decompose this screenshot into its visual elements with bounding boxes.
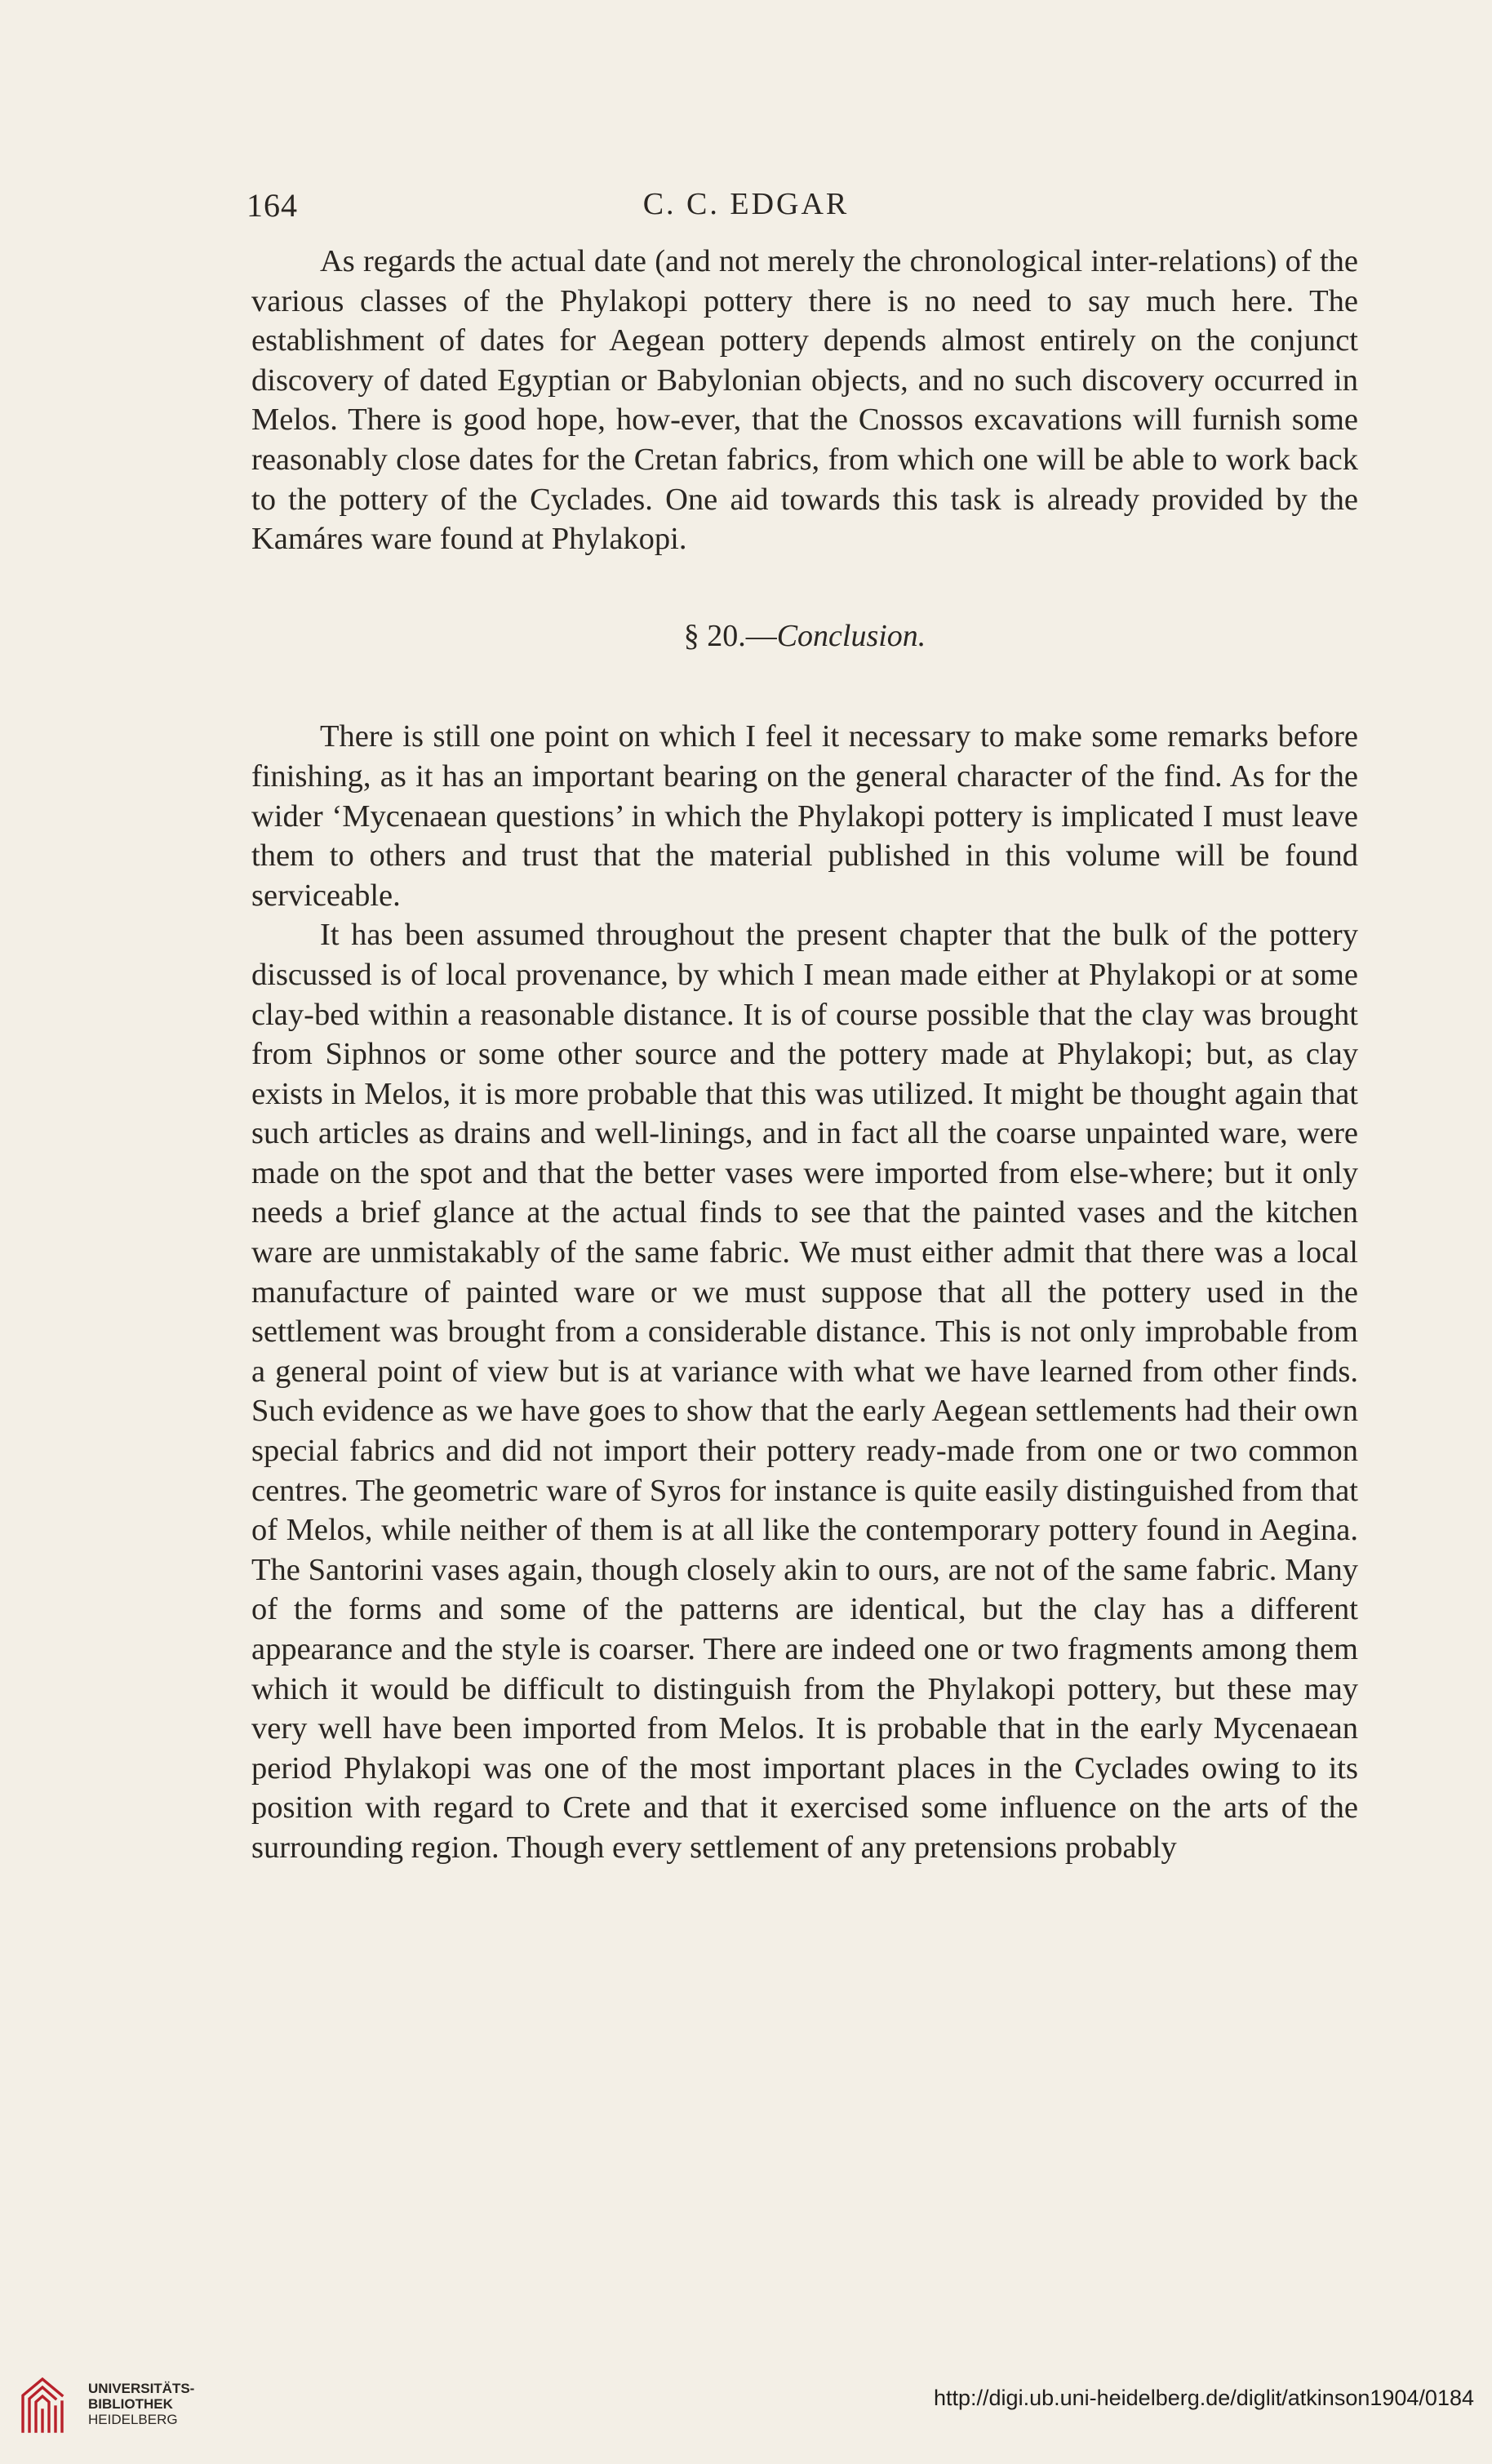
page-number: 164 xyxy=(246,187,298,224)
library-name xyxy=(88,2381,194,2427)
paragraph: It has been assumed throughout the present chapter that the bulk of the pottery discussed is of local provenance, by which I mean made either at Phylakopi or at some clay-bed within a reasonable distance. It is of course possible that the clay was brought from Siphnos or some other source and the pottery made at Phylakopi; but, as clay exists in Melos, it is more probable that this was utilized. It might be thought again that such articles as drains and well-linings, and in fact all the coarse unpainted ware, were made on the spot and that the better vases were imported from else-where; but it only needs a brief glance at the actual finds to see that the painted vases and the kitchen ware are unmistakably of the same fabric. We must either admit that there was a local manufacture of painted ware or we must suppose that all the pottery used in the settlement was brought from a considerable distance. This is not only improbable from a general point of view but is at variance with what we have learned from other finds. Such evidence as we have goes to show that the early Aegean settlements had their own special fabrics and did not import their pottery ready-made from one or two common centres. The geometric ware of Syros for instance is quite easily distinguished from that of Melos, while neither of them is at all like the contemporary pottery found in Aegina. The Santorini vases again, though closely akin to ours, are not of the same fabric. Many of the forms and some of the patterns are identical, but the clay has a different appearance and the style is coarser. There are indeed one or two fragments among them which it would be difficult to distinguish from the Phylakopi pottery, but these may very well have been imported from Melos. It is probable that in the early Mycenaean period Phylakopi was one of the most important places in the Cyclades owing to its position with regard to Crete and that it exercised some influence on the arts of the surrounding region. Though every settlement of any pretensions probably xyxy=(251,918,1358,1865)
page-header xyxy=(0,186,1492,235)
paragraph: There is still one point on which I feel it necessary to make some remarks before finishing, as it has an important bearing on the general character of the find. As for the wider ‘Mycenaean questions’ in which the Phylakopi pottery is implicated I must leave them to others and trust that the material published in this volume will be found serviceable. xyxy=(251,719,1358,913)
running-head: C. C. EDGAR xyxy=(642,187,850,221)
page-footer xyxy=(0,2359,1492,2449)
library-name-line: HEIDELBERG xyxy=(88,2412,178,2427)
section-title: Conclusion. xyxy=(776,618,926,653)
library-logo-icon xyxy=(18,2374,78,2435)
paragraph: As regards the actual date (and not merely the chronological inter-relations) of the various classes of the Phylakopi pottery there is no need to say much here. The establishment of dates for Aegean pottery depends almost entirely on the conjunct discovery of dated Egyptian or Babylonian objects, and no such discovery occurred in Melos. There is good hope, how-ever, that the Cnossos excavations will furnish some reasonably close dates for the Cretan fabrics, from which one will be able to work back to the pottery of the Cyclades. One aid towards this task is already provided by the Kamáres ware found at Phylakopi. xyxy=(251,244,1358,557)
library-name-line: UNIVERSITÄTS- xyxy=(88,2381,195,2396)
source-url: http://digi.ub.uni-heidelberg.de/diglit/atkinson1904/0184 xyxy=(934,2386,1474,2410)
library-name-line: BIBLIOTHEK xyxy=(88,2396,173,2412)
section-heading xyxy=(251,616,1358,656)
section-number: § 20.— xyxy=(683,618,777,653)
body-text xyxy=(251,242,1358,1868)
